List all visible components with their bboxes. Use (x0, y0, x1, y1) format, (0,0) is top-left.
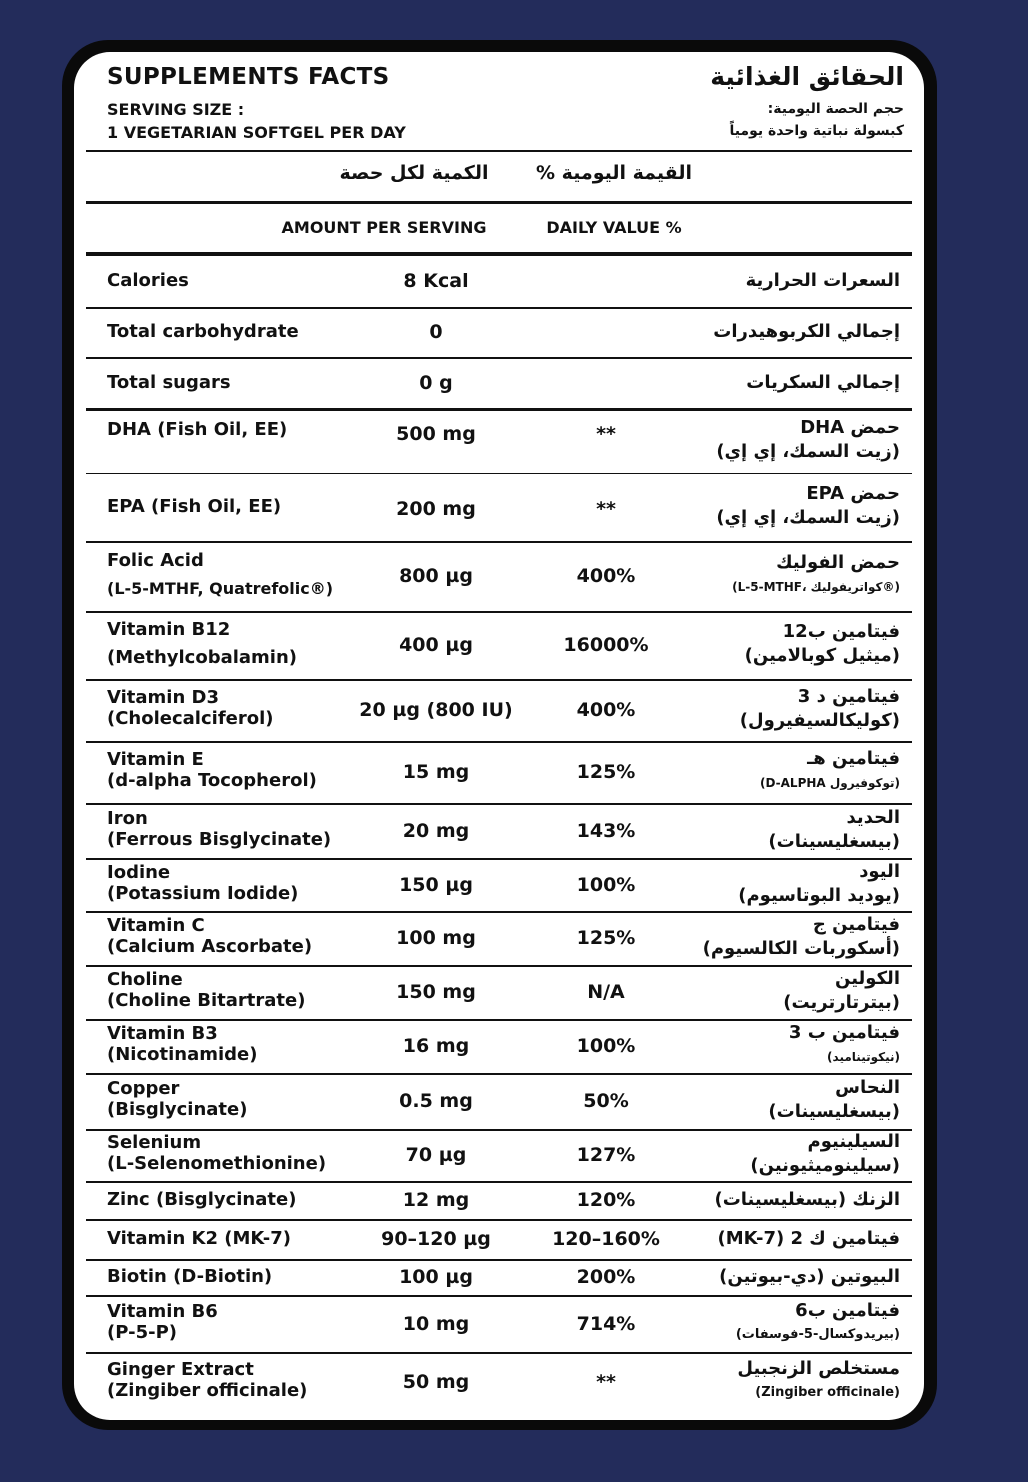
nutrient-name-en-main: Iodine (107, 862, 171, 883)
nutrient-name-ar (750, 1130, 900, 1178)
supplement-facts-panel (74, 52, 924, 1420)
nutrient-name-ar-main: إجمالي السكريات (746, 372, 900, 393)
nutrient-name-ar (716, 416, 900, 464)
daily-value: 125% (576, 927, 636, 949)
table-row (86, 859, 912, 912)
divider (86, 201, 912, 204)
nutrient-name-en (107, 1189, 296, 1210)
amount-per-serving: 8 Kcal (403, 270, 469, 292)
nutrient-name-en-main: Choline (107, 969, 183, 990)
col-daily-value-en: DAILY VALUE % (546, 218, 682, 237)
nutrient-source-en: (Calcium Ascorbate) (107, 936, 313, 957)
nutrient-source-en: (Methylcobalamin) (107, 647, 298, 668)
amount-per-serving: 150 mg (396, 981, 476, 1003)
daily-value: 143% (576, 820, 636, 842)
nutrient-name-ar-main: البيوتين (دي-بيوتين) (719, 1266, 900, 1287)
table-row (86, 256, 912, 308)
nutrient-name-ar (713, 320, 900, 344)
table-row (86, 1020, 912, 1074)
nutrient-name-en (107, 1228, 291, 1249)
nutrient-name-ar (714, 1188, 900, 1212)
nutrient-name-ar-main: حمض EPA (806, 483, 900, 504)
col-daily-value-ar: القيمة اليومية % (536, 162, 692, 184)
daily-value: 120% (576, 1189, 636, 1211)
nutrient-name-en (107, 1132, 326, 1174)
amount-per-serving: 100 mg (396, 927, 476, 949)
nutrient-source-ar: (بيترتارتريت) (783, 992, 900, 1013)
daily-value: 50% (583, 1090, 629, 1112)
nutrient-name-en-main: Total carbohydrate (107, 321, 299, 342)
nutrient-name-ar-main: فيتامين ب6 (795, 1300, 900, 1321)
nutrient-name-ar (736, 1299, 900, 1347)
table-row (86, 804, 912, 859)
nutrient-name-ar (783, 967, 900, 1015)
daily-value: 125% (576, 761, 636, 783)
nutrient-name-ar-main: فيتامين ج (812, 914, 900, 935)
table-row (86, 542, 912, 612)
amount-per-serving: 0 g (419, 372, 453, 394)
amount-per-serving: 150 µg (399, 874, 473, 896)
table-row (86, 358, 912, 409)
nutrient-name-en-main: Calories (107, 270, 189, 291)
table-row (86, 912, 912, 966)
nutrient-name-ar (716, 482, 900, 530)
nutrient-name-en-main: Vitamin C (107, 915, 205, 936)
nutrient-source-ar: (سيلينوميثيونين) (750, 1155, 900, 1176)
nutrient-name-en (107, 1359, 307, 1401)
table-row (86, 742, 912, 804)
nutrient-source-en: (Nicotinamide) (107, 1044, 258, 1065)
daily-value: 400% (576, 699, 636, 721)
serving-size-value-en: 1 VEGETARIAN SOFTGEL PER DAY (107, 123, 406, 142)
nutrient-name-en (107, 749, 317, 791)
nutrient-name-ar (719, 1265, 900, 1289)
nutrient-name-en (107, 496, 281, 517)
nutrient-name-ar (738, 860, 900, 908)
nutrient-source-en: (Bisglycinate) (107, 1099, 248, 1120)
nutrient-source-en: (P-5-P) (107, 1322, 177, 1343)
daily-value: 120–160% (552, 1228, 660, 1250)
nutrient-name-en-main: Copper (107, 1078, 180, 1099)
nutrient-name-en (107, 1023, 257, 1065)
nutrient-source-ar: (أسكوربات الكالسيوم) (702, 938, 900, 959)
nutrient-source-ar: (®كواتريفوليك ،L-5-MTHF) (732, 580, 900, 594)
nutrient-name-ar (740, 685, 900, 733)
nutrient-source-ar: (نيكوتيناميد) (827, 1050, 900, 1064)
nutrient-name-ar-main: مستخلص الزنجبيل (737, 1358, 900, 1379)
daily-value: ** (596, 1371, 616, 1393)
nutrient-name-en (107, 321, 299, 342)
nutrient-name-en-main: Biotin (D-Biotin) (107, 1266, 273, 1287)
table-row (86, 308, 912, 358)
nutrient-source-ar: (ميثيل كوبالامين) (744, 645, 900, 666)
nutrient-name-ar (789, 1021, 900, 1069)
nutrient-name-ar (732, 551, 900, 599)
nutrient-name-ar-main: اليود (859, 861, 900, 882)
nutrient-name-en (107, 1078, 247, 1120)
nutrient-name-ar (768, 806, 900, 854)
amount-per-serving: 12 mg (402, 1189, 470, 1211)
nutrient-name-ar (746, 371, 900, 395)
nutrient-name-en-main: Vitamin B6 (107, 1301, 218, 1322)
nutrient-name-en-main: Selenium (107, 1132, 202, 1153)
nutrient-source-ar: (زيت السمك، إي إي) (716, 507, 900, 528)
daily-value: ** (596, 498, 616, 520)
nutrient-name-en (107, 808, 331, 850)
nutrient-source-en: (Zingiber officinale) (107, 1380, 308, 1401)
amount-per-serving: 50 mg (402, 1371, 470, 1393)
serving-size-label-ar: حجم الحصة اليومية: (767, 101, 904, 117)
table-row (86, 612, 912, 680)
nutrient-name-ar-main: السيلينيوم (807, 1131, 900, 1152)
nutrient-name-ar-main: الحديد (846, 807, 900, 828)
amount-per-serving: 100 µg (399, 1266, 473, 1288)
nutrient-name-en (107, 372, 231, 393)
table-row (86, 680, 912, 742)
title-ar: الحقائق الغذائية (710, 62, 904, 91)
nutrient-name-ar (737, 1357, 900, 1405)
nutrient-source-en: (Ferrous Bisglycinate) (107, 829, 332, 850)
nutrient-name-en-main: EPA (Fish Oil, EE) (107, 496, 282, 517)
nutrient-name-en (107, 616, 297, 672)
nutrient-name-en-main: DHA (Fish Oil, EE) (107, 419, 288, 440)
daily-value: 200% (576, 1266, 636, 1288)
nutrient-name-en (107, 419, 287, 440)
table-row (86, 1296, 912, 1353)
nutrient-name-ar-main: إجمالي الكربوهيدرات (713, 321, 900, 342)
nutrient-name-ar-main: حمض DHA (800, 417, 900, 438)
daily-value: 714% (576, 1313, 636, 1335)
nutrient-name-en (107, 1301, 218, 1343)
nutrient-source-en: (Cholecalciferol) (107, 708, 274, 729)
nutrient-source-ar: (كوليكالسيفيرول) (739, 710, 900, 731)
amount-per-serving: 90–120 µg (381, 1228, 491, 1250)
nutrient-name-en-main: Vitamin K2 (MK-7) (107, 1228, 292, 1249)
table-row (86, 1182, 912, 1220)
col-amount-en: AMOUNT PER SERVING (281, 218, 487, 237)
nutrient-name-en (107, 270, 189, 291)
nutrient-name-ar-main: الكولين (835, 968, 900, 989)
nutrient-name-en (107, 969, 305, 1011)
amount-per-serving: 20 mg (402, 820, 470, 842)
daily-value: 100% (576, 1035, 636, 1057)
table-row (86, 1074, 912, 1130)
nutrient-name-en-main: Ginger Extract (107, 1359, 254, 1380)
nutrient-source-en: (Potassium Iodide) (107, 883, 299, 904)
nutrient-source-en: (d-alpha Tocopherol) (107, 770, 317, 791)
nutrient-name-ar-main: النحاس (835, 1077, 900, 1098)
amount-per-serving: 70 µg (405, 1144, 467, 1166)
amount-per-serving: 400 µg (399, 634, 473, 656)
nutrient-name-ar-main: فيتامين ك 2 (MK-7) (717, 1228, 900, 1249)
amount-per-serving: 0.5 mg (399, 1090, 473, 1112)
nutrient-name-en-main: Vitamin B12 (107, 619, 231, 640)
nutrient-source-ar: (زيت السمك، إي إي) (716, 441, 900, 462)
table-row (86, 1220, 912, 1260)
amount-per-serving: 10 mg (402, 1313, 470, 1335)
table-row (86, 409, 912, 474)
table-row (86, 1130, 912, 1182)
nutrient-name-ar-main: فيتامين ب12 (782, 621, 900, 642)
nutrient-source-en: (Choline Bitartrate) (107, 990, 306, 1011)
nutrient-name-en-main: Zinc (Bisglycinate) (107, 1189, 297, 1210)
table-row (86, 474, 912, 542)
nutrient-name-ar (745, 620, 900, 668)
daily-value: N/A (587, 981, 625, 1003)
nutrient-name-ar (760, 747, 900, 795)
title-en: SUPPLEMENTS FACTS (107, 64, 390, 90)
nutrient-source-ar: (Zingiber officinale) (755, 1385, 900, 1400)
serving-size-value-ar: كبسولة نباتية واحدة يومياً (729, 123, 904, 139)
nutrient-name-en (107, 687, 274, 729)
divider (86, 150, 912, 152)
nutrient-name-en-main: Vitamin D3 (107, 687, 220, 708)
nutrient-name-en (107, 915, 312, 957)
nutrient-name-en (107, 1266, 272, 1287)
nutrient-name-en-main: Folic Acid (107, 550, 204, 571)
table-row (86, 966, 912, 1020)
daily-value: 100% (576, 874, 636, 896)
nutrient-name-ar-main: حمض الفوليك (776, 552, 900, 573)
nutrient-source-en: (L-5-MTHF, Quatrefolic®) (107, 579, 334, 598)
nutrient-name-ar-main: الزنك (بيسغليسينات) (714, 1189, 900, 1210)
nutrient-name-en-main: Iron (107, 808, 148, 829)
nutrient-name-ar (703, 913, 900, 961)
amount-per-serving: 15 mg (402, 761, 470, 783)
nutrient-name-ar (768, 1076, 900, 1124)
amount-per-serving: 0 (429, 321, 443, 343)
nutrient-name-ar-main: فيتامين د 3 (797, 686, 900, 707)
nutrient-name-en-main: Total sugars (107, 372, 231, 393)
nutrient-source-ar: (بيريدوكسال-5-فوسفات) (735, 1327, 900, 1342)
daily-value: 400% (576, 565, 636, 587)
daily-value: 16000% (563, 634, 649, 656)
nutrient-source-ar: (توكوفيرول D-ALPHA) (759, 776, 900, 790)
table-row (86, 1353, 912, 1413)
nutrient-name-en-main: Vitamin B3 (107, 1023, 218, 1044)
amount-per-serving: 16 mg (402, 1035, 470, 1057)
nutrient-name-ar (746, 269, 900, 293)
serving-size-en (107, 98, 406, 144)
amount-per-serving: 800 µg (399, 565, 473, 587)
nutrient-source-ar: (يوديد البوتاسيوم) (738, 885, 900, 906)
nutrient-name-ar-main: فيتامين ب 3 (788, 1022, 900, 1043)
col-amount-ar: الكمية لكل حصة (339, 162, 489, 184)
nutrient-source-en: (L-Selenomethionine) (107, 1153, 327, 1174)
nutrient-source-ar: (بيسغليسينات) (768, 831, 900, 852)
amount-per-serving: 200 mg (396, 498, 476, 520)
table-row (86, 1260, 912, 1296)
serving-size-label-en: SERVING SIZE : (107, 100, 245, 119)
nutrient-name-en (107, 547, 333, 603)
amount-per-serving: 20 µg (800 IU) (359, 699, 513, 721)
daily-value: ** (596, 423, 616, 445)
nutrient-name-ar-main: فيتامين هـ (807, 748, 900, 769)
nutrient-name-ar-main: السعرات الحرارية (745, 270, 900, 291)
nutrient-name-en-main: Vitamin E (107, 749, 204, 770)
nutrient-name-en (107, 862, 298, 904)
daily-value: 127% (576, 1144, 636, 1166)
amount-per-serving: 500 mg (396, 423, 476, 445)
nutrient-source-ar: (بيسغليسينات) (768, 1101, 900, 1122)
nutrient-name-ar (717, 1227, 900, 1251)
serving-size-ar (729, 98, 904, 142)
